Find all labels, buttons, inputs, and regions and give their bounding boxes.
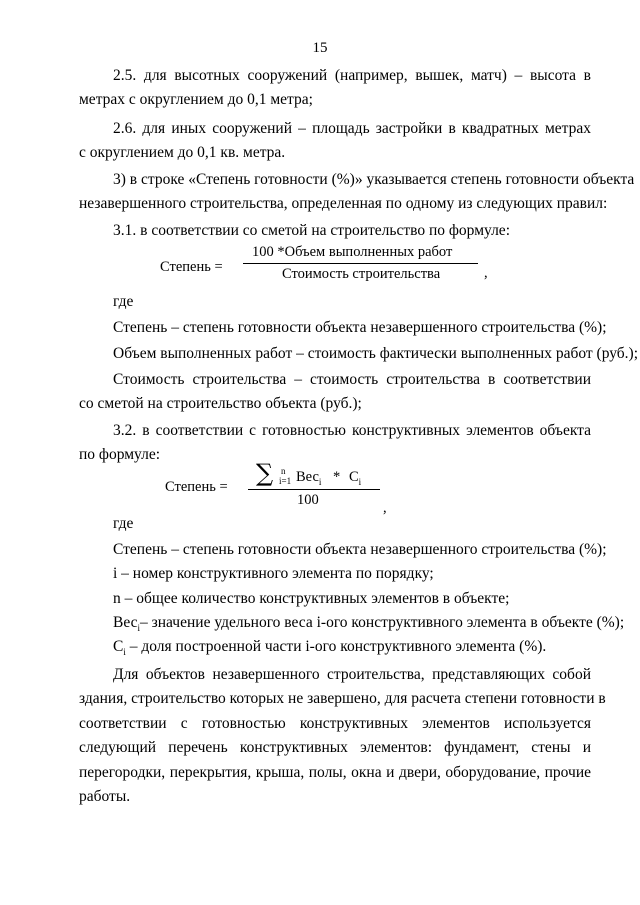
paragraph-3-2-line-1: 3.2. в соответствии с готовностью конструктивных элементов объекта bbox=[113, 422, 591, 439]
final-paragraph-line-5: перегородки, перекрытия, крыша, полы, окна и двери, оборудование, прочие bbox=[79, 764, 591, 781]
paragraph-2-5-line-1: 2.5. для высотных сооружений (например, вышек, матч) – высота в bbox=[113, 67, 591, 84]
sum-lower-limit: i=1 bbox=[279, 476, 292, 486]
paragraph-3-2-line-2: по формуле: bbox=[79, 446, 161, 463]
where-label-1: где bbox=[113, 293, 134, 310]
formula-2-denominator: 100 bbox=[297, 492, 319, 508]
final-paragraph-line-4: следующий перечень конструктивных элементов: фундамент, стены и bbox=[79, 739, 591, 756]
final-paragraph-line-3: соответствии с готовностью конструктивных элементов используется bbox=[79, 715, 591, 732]
paragraph-2-6-line-2: с округлением до 0,1 кв. метра. bbox=[79, 144, 286, 161]
formula-1-denominator: Стоимость строительства bbox=[282, 266, 441, 282]
paragraph-3-line-1: 3) в строке «Степень готовности (%)» указывается степень готовности объекта bbox=[113, 171, 635, 188]
formula-2-comma: , bbox=[383, 500, 387, 516]
final-paragraph-line-1: Для объектов незавершенного строительства, представляющих собой bbox=[113, 666, 591, 683]
sum-upper-limit: n bbox=[281, 466, 286, 476]
formula-2-multiply: * bbox=[333, 469, 341, 485]
page-number: 15 bbox=[312, 40, 328, 56]
formula-2-fraction-bar bbox=[248, 489, 380, 490]
paragraph-2-6-line-1: 2.6. для иных сооружений – площадь застройки в квадратных метрах bbox=[113, 120, 591, 137]
formula-2-share: $C_i$ bbox=[349, 469, 362, 487]
definition-work-volume: Объем выполненных работ – стоимость фактически выполненных работ (руб.); bbox=[113, 345, 639, 362]
definition-stepen-2: Степень – степень готовности объекта незавершенного строительства (%); bbox=[113, 541, 607, 558]
formula-1-comma: , bbox=[484, 265, 488, 281]
final-paragraph-line-2: здания, строительство которых не завершено, для расчета степени готовности в bbox=[79, 690, 606, 707]
definition-cost-line-2: со сметой на строительство объекта (руб.); bbox=[79, 395, 362, 412]
where-label-2: где bbox=[113, 515, 134, 532]
sum-sign: ∑ bbox=[256, 459, 274, 487]
paragraph-3-line-2: незавершенного строительства, определенная по одному из следующих правил: bbox=[79, 195, 608, 212]
formula-1-numerator: 100 *Объем выполненных работ bbox=[252, 244, 453, 260]
formula-2-lhs: Степень = bbox=[165, 479, 228, 495]
definition-cost-line-1: Стоимость строительства – стоимость строительства в соответствии bbox=[113, 371, 591, 388]
formula-1-fraction-bar bbox=[243, 263, 478, 264]
paragraph-2-5-line-2: метрах с округлением до 0,1 метра; bbox=[79, 91, 313, 108]
definition-n: n – общее количество конструктивных элементов в объекте; bbox=[113, 590, 510, 607]
formula-1-lhs: Степень = bbox=[160, 259, 223, 275]
paragraph-3-1: 3.1. в соответствии со сметой на строительство по формуле: bbox=[113, 222, 510, 239]
definition-share: $C_i$ – доля построенной части i-ого конструктивного элемента (%). bbox=[113, 638, 547, 658]
formula-2-weight: Вес$_i$ bbox=[296, 469, 322, 487]
final-paragraph-line-6: работы. bbox=[79, 788, 131, 805]
definition-i: i – номер конструктивного элемента по порядку; bbox=[113, 565, 434, 582]
definition-stepen-1: Степень – степень готовности объекта незавершенного строительства (%); bbox=[113, 319, 607, 336]
definition-weight: Вес$_i$– значение удельного веса i-ого конструктивного элемента в объекте (%); bbox=[113, 614, 625, 634]
